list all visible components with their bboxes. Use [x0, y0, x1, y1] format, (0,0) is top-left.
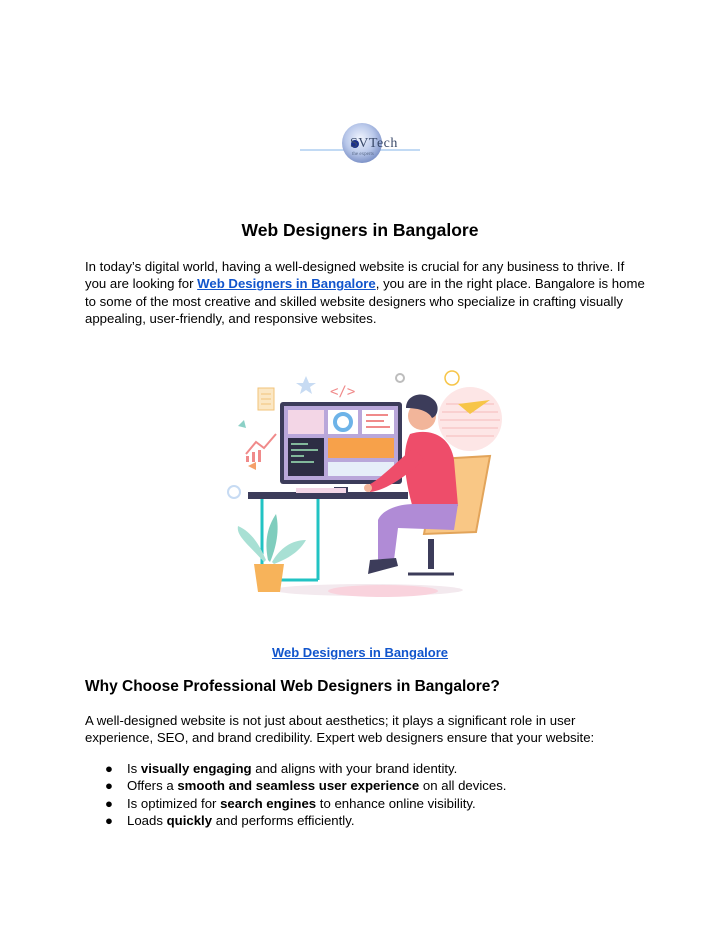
list-item-text: and performs efficiently. — [212, 813, 355, 829]
list-item-bold: search engines — [220, 795, 317, 811]
caption — [0, 645, 720, 660]
svg-text:</>: </> — [330, 384, 356, 400]
list-item-text: Is optimized for — [127, 795, 221, 811]
list-item-text: and aligns with your brand identity. — [251, 761, 458, 776]
bullet-icon: ● — [105, 795, 113, 811]
list-item-bold: smooth and seamless user experience — [177, 778, 420, 794]
list-item-text: to enhance online visibility. — [316, 795, 476, 811]
web-designer-illustration — [218, 364, 502, 608]
benefits-list — [85, 760, 506, 830]
intro-text-before: In today’s digital world, having a well-designed website is crucial for any business to thrive. If you are looking for — [85, 259, 625, 292]
intro-paragraph — [85, 258, 645, 328]
page-title: Web Designers in Bangalore — [241, 220, 479, 240]
web-designers-link[interactable]: Web Designers in Bangalore — [197, 276, 376, 292]
list-item — [85, 812, 506, 829]
intro-text-after: , you are in the right place. Bangalore is home to some of the most creative and skilled website designers who specialize in crafting visually appealing, user-friendly, and responsive websites. — [85, 276, 645, 327]
bullet-icon: ● — [105, 778, 113, 794]
list-item-bold: visually engaging — [140, 761, 252, 776]
bullet-icon: ● — [105, 761, 113, 776]
section-heading: Why Choose Professional Web Designers in Bangalore? — [85, 678, 500, 695]
logo-text: SVTech — [350, 136, 398, 151]
list-item — [85, 760, 506, 777]
bullet-icon: ● — [105, 813, 113, 829]
list-item-text: Loads — [127, 813, 167, 829]
list-item-text: Is — [127, 761, 141, 776]
logo-subtext: the experts — [352, 152, 374, 157]
list-item-text: on all devices. — [419, 778, 507, 794]
list-item-text: Offers a — [127, 778, 178, 794]
section-paragraph: A well-designed website is not just about aesthetics; it plays a significant role in user experience, SEO, and brand credibility. Expert web designers ensure that your website: — [85, 713, 595, 746]
list-item — [85, 777, 506, 794]
list-item-bold: quickly — [166, 813, 213, 829]
list-item — [85, 795, 506, 812]
caption-link[interactable]: Web Designers in Bangalore — [271, 645, 449, 660]
